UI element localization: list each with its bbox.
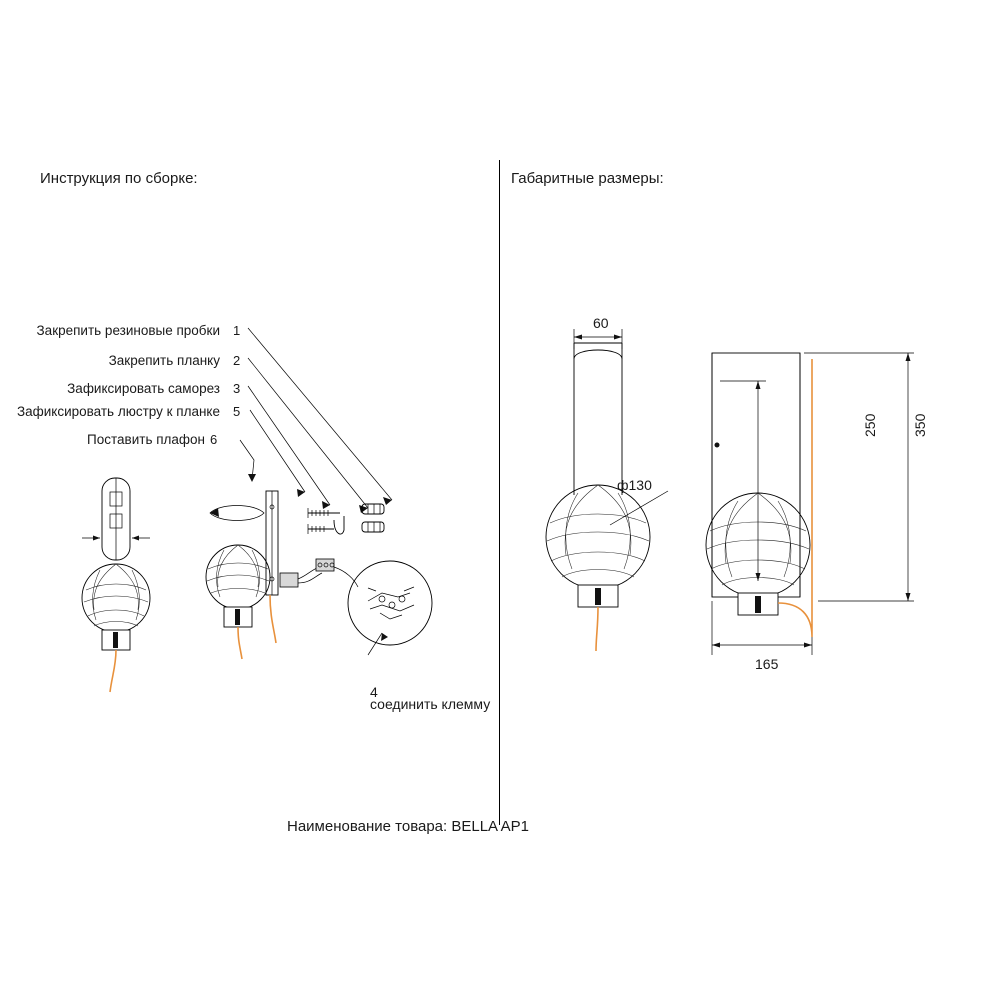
step-number-6: 6 (210, 432, 218, 447)
figure-side-view (700, 345, 930, 675)
dimension-height-bracket: 250 (862, 413, 878, 437)
left-panel-title: Инструкция по сборке: (40, 170, 198, 187)
dimension-shade-diameter: ф130 (617, 477, 652, 493)
step-number-1: 1 (233, 323, 241, 338)
dimension-width-top: 60 (593, 315, 609, 331)
dimension-depth: 165 (755, 656, 779, 672)
dimension-height-total: 350 (912, 413, 928, 437)
step-number-2: 2 (233, 353, 241, 368)
step-label-6: Поставить плафон (87, 432, 205, 447)
step-label-3: Зафиксировать саморез (67, 381, 220, 396)
product-name-footer: Наименование товара: BELLA AP1 (287, 818, 529, 835)
step-label-1: Закрепить резиновые пробки (36, 323, 220, 338)
figure-terminal-detail (340, 555, 460, 675)
detail-callout-number: 4 (370, 684, 378, 700)
step-label-5: Зафиксировать люстру к планке (16, 404, 220, 419)
detail-callout-label: соединить клемму (370, 696, 491, 712)
right-panel-title: Габаритные размеры: (511, 170, 664, 187)
figure-fasteners (300, 490, 410, 550)
step-number-3: 3 (233, 381, 241, 396)
figure-assembled-lamp (70, 470, 180, 695)
step-number-5: 5 (233, 404, 241, 419)
step-label-2: Закрепить планку (108, 353, 220, 368)
